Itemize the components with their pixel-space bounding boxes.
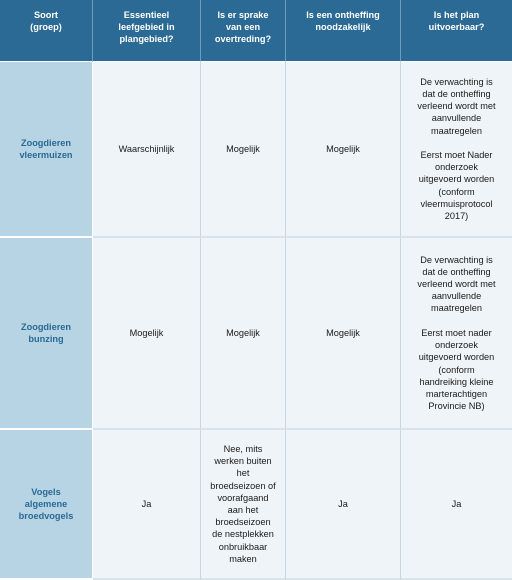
species-cell: Vogels algemene broedvogels bbox=[0, 430, 93, 580]
feasible-cell: De verwachting is dat de ontheffing verleend wordt met aanvullende maatregelen Eerst moet Nader onderzoek uitgevoerd worden (conform vleermuisprotocol 2017) bbox=[401, 62, 512, 238]
feasible-cell: Ja bbox=[401, 430, 512, 580]
essential-habitat-cell: Mogelijk bbox=[93, 238, 201, 430]
species-cell: Zoogdieren bunzing bbox=[0, 238, 93, 430]
violation-cell: Mogelijk bbox=[201, 238, 286, 430]
essential-habitat-cell: Waarschijnlijk bbox=[93, 62, 201, 238]
species-cell: Zoogdieren vleermuizen bbox=[0, 62, 93, 238]
exemption-cell: Mogelijk bbox=[286, 62, 401, 238]
header-essential-habitat: Essentieel leefgebied in plangebied? bbox=[93, 0, 201, 62]
header-exemption-needed: Is een ontheffing noodzakelijk bbox=[286, 0, 401, 62]
exemption-cell: Ja bbox=[286, 430, 401, 580]
violation-cell: Mogelijk bbox=[201, 62, 286, 238]
header-violation: Is er sprake van een overtreding? bbox=[201, 0, 286, 62]
exemption-cell: Mogelijk bbox=[286, 238, 401, 430]
violation-cell: Nee, mits werken buiten het broedseizoen of voorafgaand aan het broedseizoen de nestplekken onbruikbaar maken bbox=[201, 430, 286, 580]
feasible-cell: De verwachting is dat de ontheffing verleend wordt met aanvullende maatregelen Eerst moet nader onderzoek uitgevoerd worden (conform handreiking kleine marterachtigen Provincie NB) bbox=[401, 238, 512, 430]
essential-habitat-cell: Ja bbox=[93, 430, 201, 580]
header-species-group: Soort (groep) bbox=[0, 0, 93, 62]
header-plan-feasible: Is het plan uitvoerbaar? bbox=[401, 0, 512, 62]
